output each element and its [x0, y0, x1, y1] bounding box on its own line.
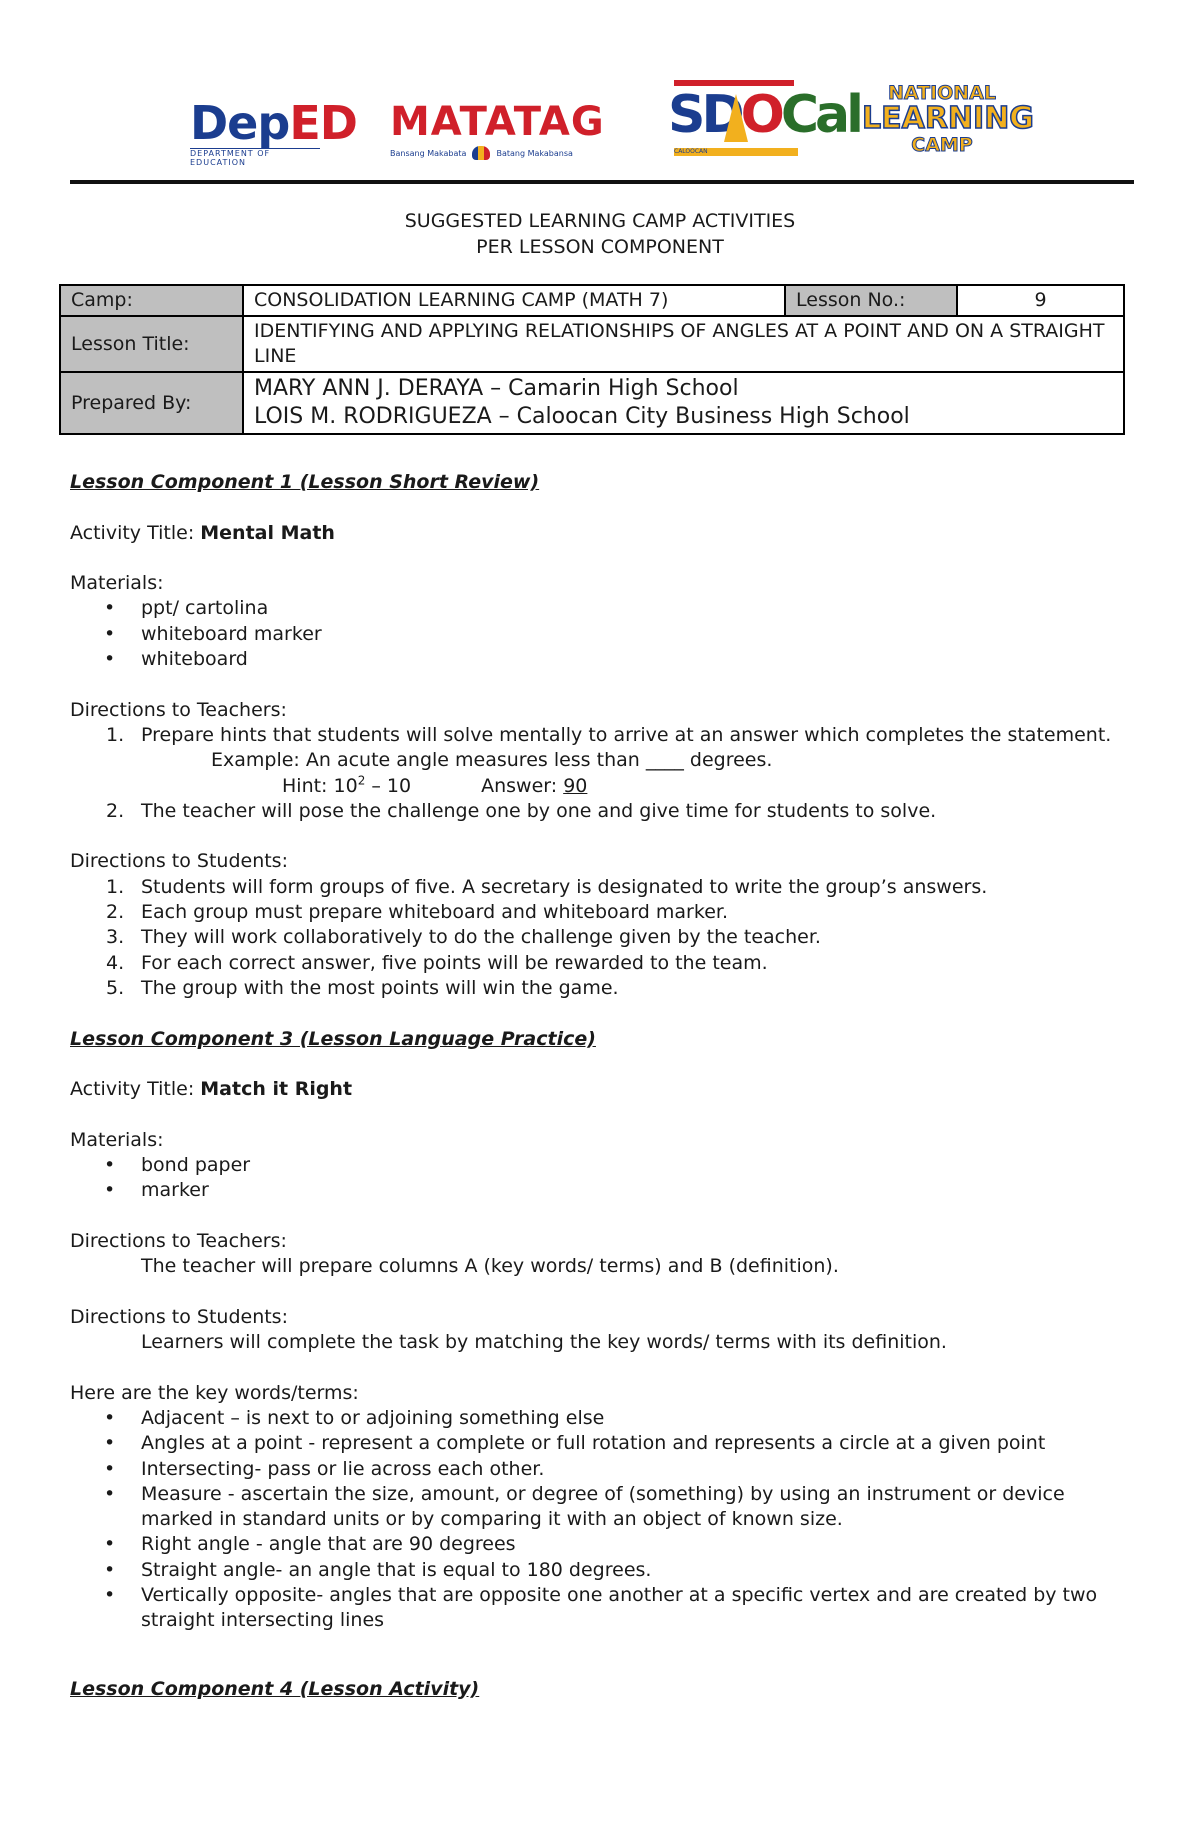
heart-icon: [472, 146, 490, 160]
list-item: 3. They will work collaboratively to do the challenge given by the teacher.: [106, 926, 821, 949]
c3-terms-label: Here are the key words/terms:: [70, 1381, 359, 1404]
list-item: 2. Each group must prepare whiteboard and whiteboard marker.: [106, 901, 728, 924]
c1-teachers-label: Directions to Teachers:: [70, 698, 287, 721]
c1-materials-list: [70, 596, 1130, 672]
camp-value: CONSOLIDATION LEARNING CAMP (MATH 7): [243, 285, 785, 316]
component-1-heading: Lesson Component 1 (Lesson Short Review): [70, 471, 540, 493]
list-item: • whiteboard marker: [104, 622, 322, 645]
lesson-title-row: [60, 316, 1124, 372]
header-divider: [70, 180, 1134, 184]
list-item: • ppt/ cartolina: [104, 597, 269, 620]
list-item: • Straight angle- an angle that is equal to 180 degrees.: [104, 1558, 652, 1581]
camp-label: Camp:: [60, 285, 243, 316]
c3-teachers-text: The teacher will prepare columns A (key words/ terms) and B (definition).: [141, 1255, 839, 1278]
lesson-title-value: IDENTIFYING AND APPLYING RELATIONSHIPS OF ANGLES AT A POINT AND ON A STRAIGHT LINE: [243, 316, 1124, 372]
component-3-heading: Lesson Component 3 (Lesson Language Practice): [70, 1027, 596, 1050]
sdo-caloocan-logo: SDOCal CALOOCAN: [668, 80, 803, 156]
list-item: • whiteboard: [104, 648, 248, 671]
lesson-no-label: Lesson No.:: [785, 285, 957, 316]
c1-student-directions: [70, 875, 1130, 1001]
list-item: • bond paper: [104, 1154, 251, 1177]
c1-teacher-directions: [70, 723, 1130, 748]
logo-bar: [0, 62, 1200, 167]
deped-logo-caption: DEPARTMENT OF EDUCATION: [190, 148, 320, 167]
c3-activity-title: Activity Title: Match it Right: [70, 1078, 353, 1101]
matatag-logo: MATATAG Bansang Makabata Batang Makabansa: [390, 100, 605, 170]
list-item: • Vertically opposite- angles that are opposite one another at a specific vertex and are created by two straight intersecting lines: [104, 1584, 1098, 1632]
list-item: 1. Students will form groups of five. A secretary is designated to write the group’s answers.: [106, 875, 988, 898]
list-item: 5. The group with the most points will win the game.: [106, 976, 619, 999]
c3-materials-label: Materials:: [70, 1128, 164, 1151]
list-item: • Adjacent – is next to or adjoining something else: [104, 1406, 605, 1429]
lesson-no-value: 9: [957, 285, 1124, 316]
list-item: • Intersecting- pass or lie across each other.: [104, 1457, 545, 1480]
camp-row: [60, 285, 1124, 316]
c3-teachers-label: Directions to Teachers:: [70, 1229, 287, 1252]
lesson-title-label: Lesson Title:: [60, 316, 243, 372]
lesson-info-table: [59, 284, 1125, 435]
c1-activity-title: Activity Title: Mental Math: [70, 521, 335, 544]
deped-logo: DepED DEPARTMENT OF EDUCATION: [190, 96, 357, 167]
author-1: MARY ANN J. DERAYA – Camarin High School: [254, 376, 739, 401]
list-item: • marker: [104, 1179, 209, 1202]
monument-icon: [724, 94, 748, 142]
c3-materials-list: [70, 1153, 1130, 1204]
c3-students-label: Directions to Students:: [70, 1305, 288, 1328]
document-title: SUGGESTED LEARNING CAMP ACTIVITIES PER LESSON COMPONENT: [404, 210, 796, 258]
c3-terms-list: [70, 1406, 1130, 1634]
matatag-logo-caption: Bansang Makabata Batang Makabansa: [390, 146, 605, 160]
prepared-by-label: Prepared By:: [60, 372, 243, 434]
document-body: [70, 470, 1130, 1702]
c1-materials-label: Materials:: [70, 572, 164, 595]
prepared-by-row: [60, 372, 1124, 434]
c1-example: Example: An acute angle measures less than ____ degrees.: [211, 749, 773, 772]
c1-hint: Hint: $10^2 - 10$ Answer: 90: [282, 773, 588, 797]
list-item: 4. For each correct answer, five points will be rewarded to the team.: [106, 951, 768, 974]
list-item: • Angles at a point - represent a complete or full rotation and represents a circle at a given point: [104, 1432, 1046, 1455]
prepared-by-value: [243, 372, 1124, 434]
c3-students-text: Learners will complete the task by matching the key words/ terms with its definition.: [141, 1331, 947, 1354]
component-4-heading: Lesson Component 4 (Lesson Activity): [70, 1677, 480, 1700]
list-item: • Right angle - angle that are 90 degrees: [104, 1533, 516, 1556]
author-2: LOIS M. RODRIGUEZA – Caloocan City Business High School: [254, 404, 910, 429]
list-item: 2. The teacher will pose the challenge one by one and give time for students to solve.: [106, 799, 937, 822]
list-item: • Measure - ascertain the size, amount, or degree of (something) by using an instrument or device marked in standard units or by comparing it with an object of known size.: [104, 1482, 1065, 1531]
national-learning-camp-logo: NATIONAL LEARNING CAMP: [862, 82, 1034, 156]
c1-students-label: Directions to Students:: [70, 850, 288, 873]
list-item: 1. Prepare hints that students will solve mentally to arrive at an answer which completes the statement.: [106, 723, 1112, 746]
